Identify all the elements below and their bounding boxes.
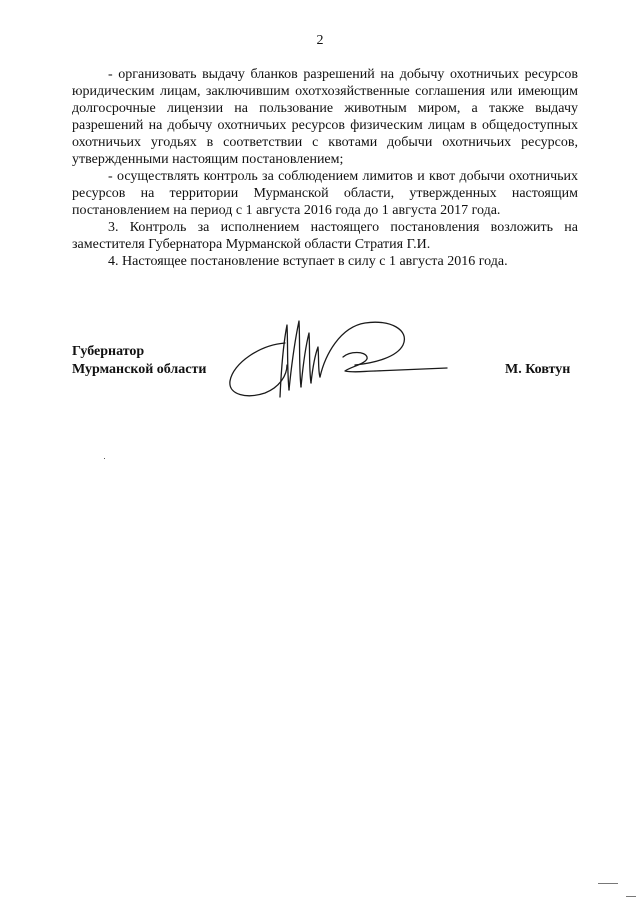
signatory-title-line1: Губернатор xyxy=(72,344,145,359)
scan-edge-mark-small xyxy=(626,896,636,897)
document-body xyxy=(72,66,578,270)
signatory-title xyxy=(72,343,206,379)
signatory-name: М. Ковтун xyxy=(505,362,571,377)
paragraph-effective-date: 4. Настоящее постановление вступает в силу с 1 августа 2016 года. xyxy=(108,254,508,269)
signature-block xyxy=(0,315,640,415)
scan-edge-mark xyxy=(598,883,618,884)
handwritten-signature xyxy=(225,315,450,400)
page-number: 2 xyxy=(316,33,324,48)
paragraph-control-execution: 3. Контроль за исполнением настоящего постановления возложить на заместителя Губернатора Мурманской области Стратия Г.И. xyxy=(72,220,578,252)
scan-speck xyxy=(104,458,105,459)
paragraph-issue-permits: - организовать выдачу бланков разрешений на добычу охотничьих ресурсов юридическим лицам, заключившим охотхозяйственные соглашения или имеющим долгосрочные лицензии на пользование животным миром, а также выдачу разрешений на добычу охотничьих ресурсов физическим лицам в общедоступных охотничьих угодьях в соответствии с квотами добычи охотничьих ресурсов, утвержденными настоящим постановлением; xyxy=(72,67,578,167)
signatory-title-line2: Мурманской области xyxy=(72,362,207,377)
paragraph-control-limits: - осуществлять контроль за соблюдением лимитов и квот добычи охотничьих ресурсов на территории Мурманской области, утвержденных настоящим постановлением на период с 1 августа 2016 года до 1 августа 2017 года. xyxy=(72,169,578,218)
